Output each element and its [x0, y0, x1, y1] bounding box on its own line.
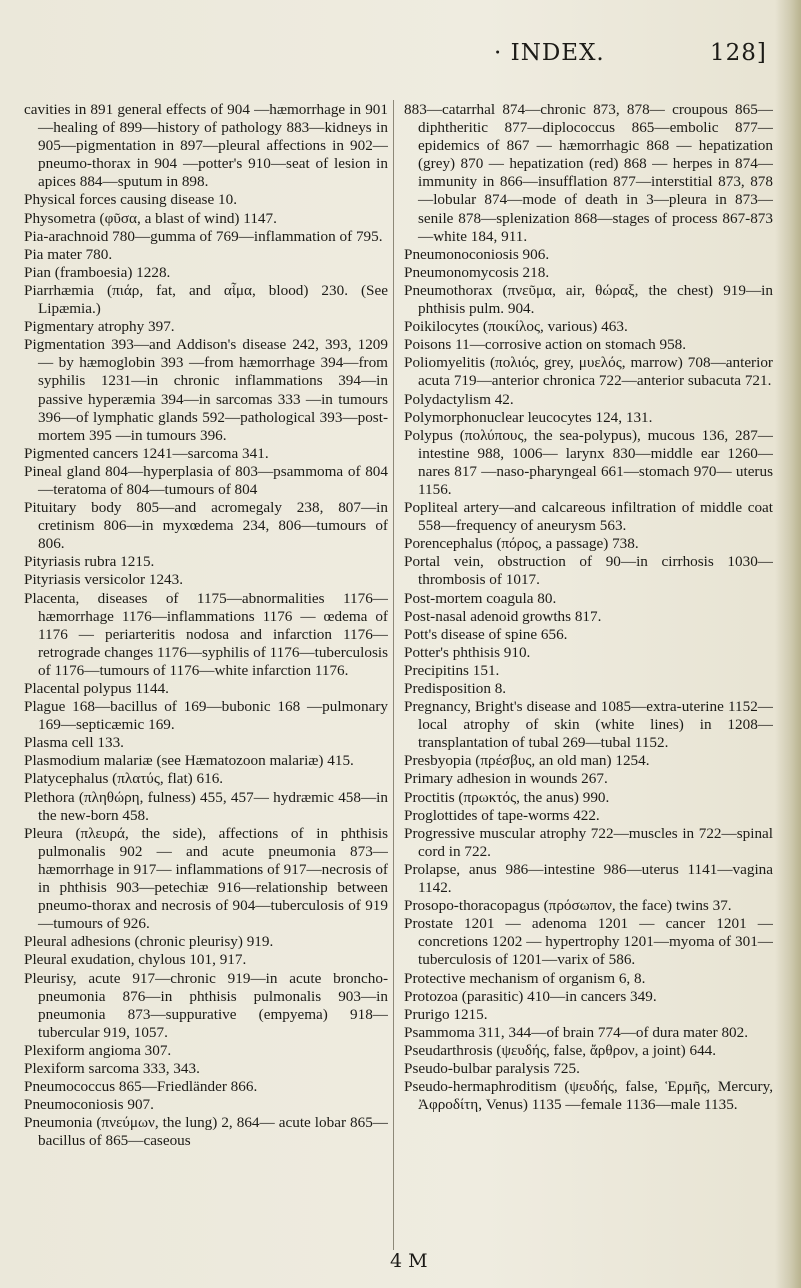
index-entry: Pleural exudation, chylous 101, 917. [24, 951, 247, 969]
index-entry: Proctitis (πρωκτός, the anus) 990. [404, 788, 610, 806]
index-entry: Popliteal artery—and calcareous infiltration of middle coat 558—frequency of aneurysm 563. [404, 499, 773, 535]
index-entry: Potter's phthisis 910. [404, 643, 531, 661]
index-entry: Polypus (πολύπους, the sea-polypus), mucous 136, 287—intestine 988, 1006— larynx 830—middle ear 1260—nares 817 —naso-pharyngeal 661—stomach 970— uterus 1156. [404, 426, 773, 498]
index-entry: Pneumococcus 865—Friedländer 866. [24, 1078, 258, 1096]
index-entry: Prosopo-thoracopagus (πρόσωπον, the face) twins 37. [404, 897, 732, 915]
index-entry: Pineal gland 804—hyperplasia of 803—psammoma of 804—teratoma of 804—tumours of 804 [24, 462, 388, 498]
index-entry: Proglottides of tape-worms 422. [404, 806, 600, 824]
index-entry: Pia-arachnoid 780—gumma of 769—inflammation of 795. [24, 227, 383, 245]
index-entry: Plague 168—bacillus of 169—bubonic 168 —pulmonary 169—septicæmic 169. [24, 698, 388, 734]
index-entry: Placental polypus 1144. [24, 680, 169, 697]
index-entry: cavities in 891 general effects of 904 —hæmorrhage in 901—healing of 899—history of pathology 883—kidneys in 905—pigmentation in 897—pleural affections in 902—pneumo-thorax in 904 —potter's 910—seat of lesion in apices 884—sputum in 898. [24, 101, 388, 191]
page-number: 128] [710, 40, 767, 66]
index-entry: Pseudo-bulbar paralysis 725. [404, 1059, 580, 1077]
index-entry: Plasma cell 133. [24, 734, 124, 752]
index-entry: Post-nasal adenoid growths 817. [404, 607, 602, 625]
index-entry: Presbyopia (πρέσβυς, an old man) 1254. [404, 752, 650, 770]
index-entry: 883—catarrhal 874—chronic 873, 878— croupous 865—diphtheritic 877—diplococcus 865—embolic 877—epidemics of 867 — hæmorrhagic 868 — hepatization (grey) 870 — hepatization (red) 868 — herpes in 874—immunity in 866—insufflation 877—interstitial 873, 878—lobular 874—mode of death in 3—pleura in 873— senile 878—splenization 868—stages of process 867-873—white 184, 911. [404, 101, 773, 245]
index-entry: Physical forces causing disease 10. [24, 191, 237, 209]
index-entry: Pneumothorax (πνεῦμα, air, θώραξ, the chest) 919—in phthisis pulm. 904. [404, 281, 773, 318]
index-entry: Prurigo 1215. [404, 1005, 488, 1023]
index-entry: Post-mortem coagula 80. [404, 589, 557, 607]
index-entry: Prolapse, anus 986—intestine 986—uterus 1141—vagina 1142. [404, 860, 773, 897]
index-entry: Plethora (πληθώρη, fulness) 455, 457— hydræmic 458—in the new-born 458. [24, 788, 388, 824]
right-index-column [404, 101, 773, 1251]
index-entry: Poikilocytes (ποικίλος, various) 463. [404, 318, 628, 336]
index-entry: Psammoma 311, 344—of brain 774—of dura mater 802. [404, 1023, 749, 1041]
index-entry: Pneumonoconiosis 906. [404, 245, 550, 263]
index-entry: Piarrhæmia (πιάρ, fat, and αἷμα, blood) 230. (See Lipæmia.) [24, 281, 388, 318]
index-entry: Progressive muscular atrophy 722—muscles in 722—spinal cord in 722. [404, 824, 773, 860]
index-entry: Prostate 1201 — adenoma 1201 — cancer 1201 — concretions 1202 — hypertrophy 1201—myoma of 301—tuberculosis of 1201—varix of 586. [404, 915, 773, 969]
index-entry: Pituitary body 805—and acromegaly 238, 807—in cretinism 806—in myxœdema 234, 806—tumours of 806. [24, 499, 388, 553]
index-entry: Protozoa (parasitic) 410—in cancers 349. [404, 987, 657, 1005]
header-title: · INDEX. [494, 40, 605, 66]
index-entry: Primary adhesion in wounds 267. [404, 770, 608, 788]
index-entry: Pigmented cancers 1241—sarcoma 341. [24, 444, 269, 462]
index-entry: Pityriasis versicolor 1243. [24, 571, 184, 589]
index-entry: Pseudo-hermaphroditism (ψευδής, false, Ἑρμῆς, Mercury, Ἀφροδίτη, Venus) 1135 —female 1136—male 1135. [404, 1078, 773, 1114]
index-entry: Plexiform sarcoma 333, 343. [24, 1059, 200, 1077]
index-entry: Polydactylism 42. [404, 390, 514, 408]
column-divider [393, 100, 394, 1250]
index-entry: Pia mater 780. [24, 245, 113, 263]
index-entry: Platycephalus (πλατύς, flat) 616. [24, 770, 224, 788]
signature-mark: 4 M [390, 1250, 428, 1272]
index-entry: Predisposition 8. [404, 680, 507, 697]
index-entry: Poliomyelitis (πολιός, grey, μυελός, marrow) 708—anterior acuta 719—anterior chronica 722—anterior subacuta 721. [404, 354, 773, 390]
index-entry: Pneumonia (πνεύμων, the lung) 2, 864— acute lobar 865—bacillus of 865—caseous [24, 1114, 388, 1150]
index-entry: Pigmentation 393—and Addison's disease 242, 393, 1209 — by hæmoglobin 393 —from hæmorrhage 394—from syphilis 1231—in chronic inflammations 394—in passive hyperæmia 394—in sarcomas 333 —in tumours 396—of lymphatic glands 592—pathological 393—post-mortem 395 —in tumours 396. [24, 336, 388, 444]
index-entry: Pott's disease of spine 656. [404, 625, 568, 643]
index-entry: Pleurisy, acute 917—chronic 919—in acute broncho-pneumonia 876—in phthisis pulmonalis 903—in pneumonia 873—suppurative (empyema) 918—tubercular 919, 1057. [24, 969, 388, 1041]
index-entry: Pneumoconiosis 907. [24, 1096, 154, 1114]
left-index-column [24, 101, 388, 1251]
index-entry: Polymorphonuclear leucocytes 124, 131. [404, 408, 653, 426]
index-entry: Porencephalus (πόρος, a passage) 738. [404, 535, 639, 553]
index-entry: Pregnancy, Bright's disease and 1085—extra-uterine 1152—local atrophy of skin (white lines) in 1208—transplantation of tubal 269—tubal 1152. [404, 698, 773, 752]
index-entry: Pigmentary atrophy 397. [24, 318, 175, 336]
index-entry: Protective mechanism of organism 6, 8. [404, 969, 646, 987]
index-entry: Precipitins 151. [404, 661, 500, 679]
index-entry: Pian (framboesia) 1228. [24, 263, 171, 281]
page-edge-shadow [775, 0, 801, 1288]
index-entry: Physometra (φῦσα, a blast of wind) 1147. [24, 209, 277, 227]
running-header [480, 40, 780, 70]
index-entry: Poisons 11—corrosive action on stomach 958. [404, 336, 687, 354]
index-entry: Plasmodium malariæ (see Hæmatozoon malariæ) 415. [24, 752, 354, 770]
index-entry: Placenta, diseases of 1175—abnormalities 1176—hæmorrhage 1176—inflammations 1176 — œdema of 1176 — periarteritis nodosa and infarction 1176—retrograde changes 1176—syphilis of 1176—tuberculosis of 1176—tumours of 1176—white infarction 1176. [24, 589, 388, 679]
index-entry: Pleura (πλευρά, the side), affections of in phthisis pulmonalis 902 — and acute pneumonia 873—hæmorrhage in 917— inflammations of 917—necrosis of in phthisis 903—petechiæ 916—relationship between pneumo-thorax and necrosis of 904—tuberculosis of 919—tumours of 926. [24, 824, 388, 933]
index-entry: Pityriasis rubra 1215. [24, 553, 155, 571]
index-entry: Pseudarthrosis (ψευδής, false, ἄρθρον, a joint) 644. [404, 1041, 717, 1059]
index-entry: Portal vein, obstruction of 90—in cirrhosis 1030—thrombosis of 1017. [404, 553, 773, 589]
index-entry: Plexiform angioma 307. [24, 1041, 172, 1059]
index-entry: Pneumonomycosis 218. [404, 263, 550, 281]
index-entry: Pleural adhesions (chronic pleurisy) 919. [24, 933, 274, 951]
